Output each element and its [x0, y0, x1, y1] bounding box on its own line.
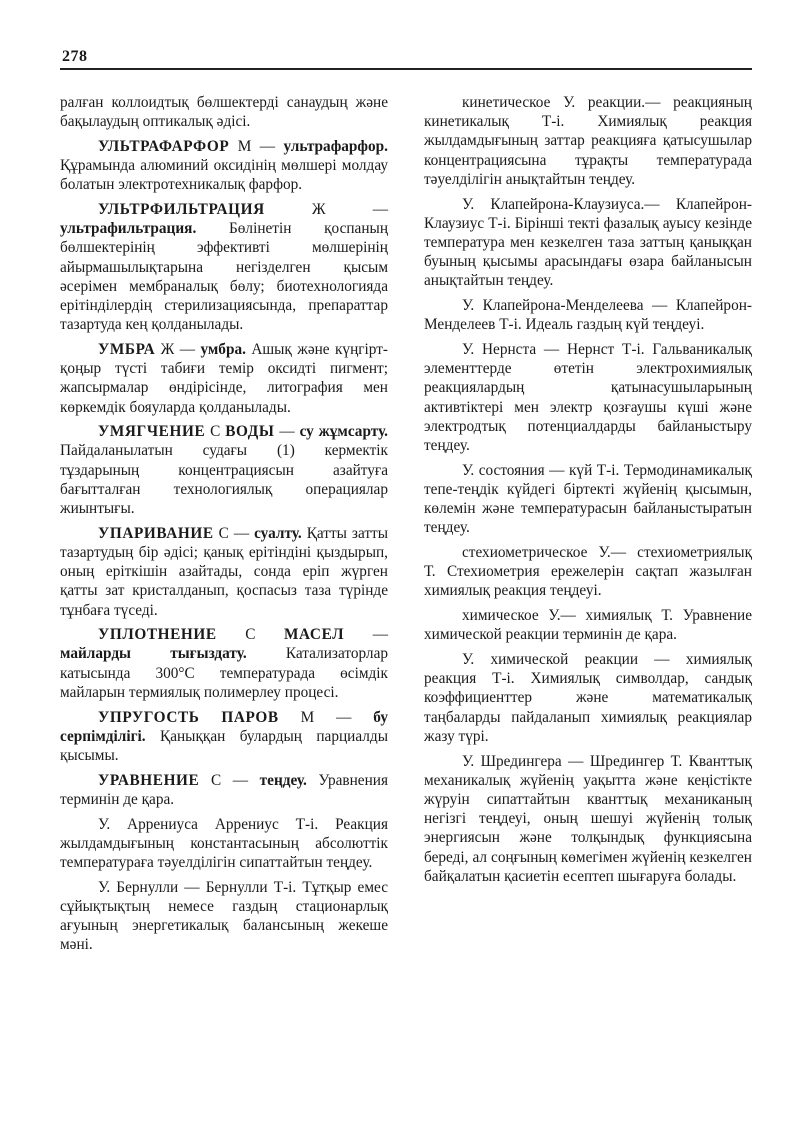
- sub-entry: [424, 650, 752, 746]
- entry-term: теңдеу.: [259, 771, 307, 789]
- entry-text: Қатты затты тазартудың бір әдісі; қанық ерітіндіні қыздырып, оның еріткішін азайтады, сонда еріп жүрген қатты зат кристалданып, қоспасыз таза түрінде тұнбаға түседі.: [60, 524, 388, 619]
- entry-gender: М: [237, 137, 252, 155]
- dictionary-entry: [60, 137, 388, 195]
- entry-text: кинетическое У. реакции.— реакцияның кинетикалық Т-і. Химиялық реакция жылдамдығының заттар реакцияға қатысушылар концентрациясына тұрақты температурада тәуелділігін анықтайтын теңдеу.: [424, 94, 752, 188]
- entry-headword-2: ВОДЫ: [225, 423, 275, 441]
- entry-dash: —: [228, 524, 255, 542]
- header-rule: [60, 68, 752, 70]
- entry-term: ультрафильтрация.: [60, 220, 197, 238]
- entry-gender: С: [245, 626, 256, 644]
- entry-dash: —: [274, 423, 300, 441]
- entry-headword-2: ПАРОВ: [221, 708, 279, 726]
- dictionary-entry: [60, 524, 388, 620]
- entry-term: ультрафарфор.: [283, 137, 389, 155]
- entry-text: У. Аррениуса Аррениус Т-і. Реакция жылдамдығының константасының абсолюттік температураға тәуелділігін сипаттайтын теңдеу.: [60, 815, 388, 872]
- entry-headword: УМЯГЧЕНИЕ: [98, 423, 206, 441]
- sub-entry: [424, 606, 752, 644]
- sub-entry: [424, 752, 752, 886]
- entry-text: У. Клапейрона-Клаузиуса.— Клапейрон-Клаузиус Т-і. Бірінші текті фазалық ауысу кезінде температура мен кезкелген таза заттың қаныққан буының қысымы арасындағы өзара байланысын анықтайтын теңдеу.: [424, 195, 752, 290]
- entry-text: Ашық және күңгірт-қоңыр түсті табиғи темір оксидті пигмент; жапсырмалар өндірісінде, литография мен көркемдік бояуларда қолданылады.: [60, 340, 389, 416]
- entry-text: стехиометрическое У.— стехиометриялық Т. Стехиометрия ережелерін сақтап жазылған химиялық реакция теңдеуі.: [424, 543, 752, 600]
- dictionary-entry: [60, 340, 388, 417]
- left-column: [60, 93, 388, 960]
- sub-entry: [424, 340, 752, 455]
- sub-entry: [424, 296, 752, 334]
- entry-gender: С: [210, 771, 222, 789]
- entry-text: Катализаторлар катысында 300°С температурада өсімдік майларын термиялық полимерлеу процесі.: [60, 645, 389, 701]
- sub-entry: [60, 878, 388, 955]
- entry-dash: —: [251, 137, 284, 155]
- entry-headword: УПЛОТНЕНИЕ: [98, 626, 217, 644]
- entry-text: химическое У.— химиялық Т. Уравнение химической реакции терминін де қара.: [424, 607, 752, 644]
- entry-term: умбра.: [200, 340, 246, 358]
- entry-continuation: [60, 93, 388, 131]
- sub-entry: [424, 195, 752, 291]
- dictionary-entry: [60, 200, 388, 334]
- entry-text: У. химической реакции — химиялық реакция Т-і. Химиялық символдар, сандық коэффициенттер және математикалық таңбаларды пайдаланып химиялық реакциялар жазу түрі.: [424, 650, 752, 745]
- sub-entry: [424, 93, 752, 189]
- sub-entry: [424, 543, 752, 601]
- entry-headword: УПАРИВАНИЕ: [98, 524, 214, 542]
- dictionary-entry: [60, 708, 388, 766]
- entry-gender: С: [210, 423, 221, 441]
- entry-dash: —: [314, 708, 374, 726]
- page-number: 278: [62, 48, 88, 65]
- sub-entry: [60, 815, 388, 873]
- entry-dash: —: [174, 340, 201, 358]
- entry-term: су жұмсарту.: [299, 423, 389, 441]
- entry-gender: С: [218, 524, 229, 542]
- entry-headword: УРАВНЕНИЕ: [98, 771, 200, 789]
- entry-dash: —: [344, 626, 388, 644]
- dictionary-entry: [60, 625, 388, 702]
- entry-text: Пайдаланылатын судағы (1) кермектік тұздарының концентрациясын азайтуға бағытталған технологиялық операциялар жиынтығы.: [60, 442, 388, 518]
- entry-dash: —: [325, 201, 388, 219]
- entry-text: Уравнения терминін де қара.: [60, 771, 388, 808]
- entry-gender: Ж: [160, 340, 175, 358]
- entry-headword: УПРУГОСТЬ: [98, 708, 200, 726]
- entry-text: ралған коллоидтық бөлшектерді санаудың және бақылаудың оптикалық әдісі.: [60, 94, 388, 131]
- entry-text: У. Клапейрона-Менделеева — Клапейрон-Менделеев Т-і. Идеаль газдың күй теңдеуі.: [424, 297, 752, 334]
- dictionary-entry: [60, 771, 388, 809]
- right-column: [424, 93, 752, 891]
- dictionary-entry: [60, 422, 388, 518]
- entry-term: суалту.: [254, 524, 302, 542]
- sub-entry: [424, 461, 752, 538]
- entry-headword: УЛЬТРАФАРФОР: [98, 137, 230, 155]
- entry-text: У. состояния — күй Т-і. Термодинамикалық тепе-теңдік күйдегі біртекті жүйенің қысымын, көлемін және температурасын байланыстыратын теңдеу.: [424, 461, 752, 537]
- entry-headword-2: МАСЕЛ: [284, 626, 345, 644]
- entry-dash: —: [221, 771, 260, 789]
- entry-text: У. Бернулли — Бернулли Т-і. Тұтқыр емес сұйықтықтың немесе газдың стационарлық ағуының энергетикалық балансының жекеше мәні.: [60, 878, 388, 954]
- entry-term: майларды тығыздату.: [60, 645, 247, 663]
- entry-text: У. Нернста — Нернст Т-і. Гальваникалық элементтерде өтетін электрохимиялық реакциялардың қатынасушыларының активтіктері мен электр қозғаушы күші және электродтық потенциалдарды байланыстыру теңдеу.: [424, 340, 752, 454]
- entry-text: Құрамында алюминий оксидінің мөлшері молдау болатын электротехникалық фарфор.: [60, 157, 388, 194]
- entry-gender: М: [300, 708, 315, 726]
- entry-gender: Ж: [311, 201, 326, 219]
- entry-text: У. Шредингера — Шредингер Т. Кванттық механикалық жүйенің уақытта және кеңістікте жүруін сипаттайтын кванттық механиканың негізгі теңдеуі, оның шешуі жүйенің толық энергиясын және толқындық функциясына береді, ал соңғының көмегімен жүйенің кезкелген байқалатын қасиетін есептеп шығаруға болады.: [424, 752, 752, 885]
- entry-text: Қаныққан булардың парциалды қысымы.: [60, 727, 388, 764]
- entry-headword: УЛЬТРФИЛЬТРАЦИЯ: [98, 201, 265, 219]
- entry-term: бу серпімділігі.: [60, 708, 388, 745]
- entry-headword: УМБРА: [98, 340, 156, 358]
- entry-text: Бөлінетін қоспаның бөлшектерінің эффективті мөлшерінің айырмашылықтарына негізделген қысым әсерімен мембраналық бөлу; биотехнологияда ерітінділердің стерилизациясында, препараттар тазартуда кең қолданылады.: [60, 220, 388, 334]
